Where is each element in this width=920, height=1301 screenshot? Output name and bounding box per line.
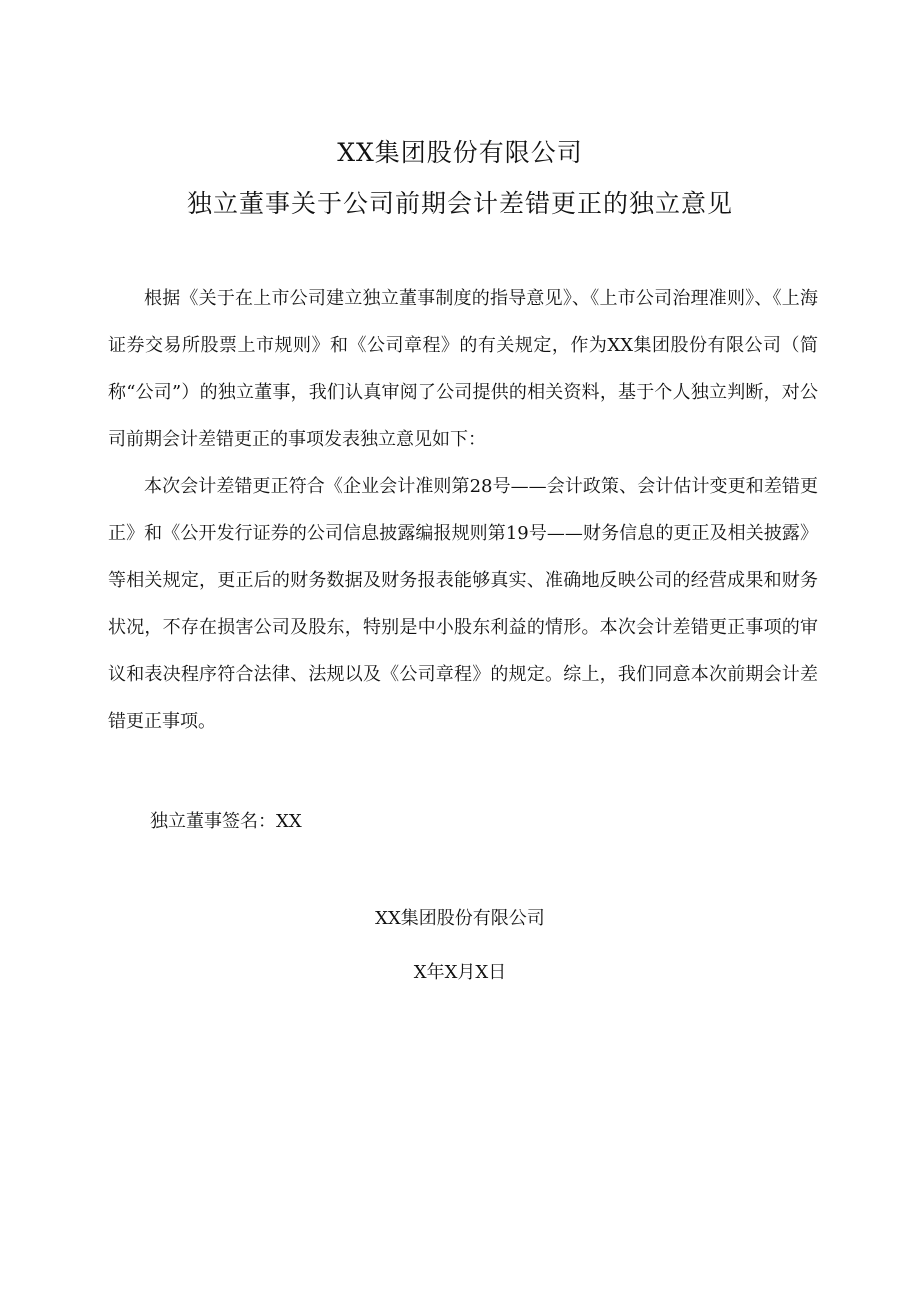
footer-company: XX集团股份有限公司	[375, 908, 545, 929]
signature-line: 独立董事签名：XX	[150, 811, 302, 832]
footer-date: X年X月X日	[413, 962, 507, 983]
body-paragraph-2	[108, 463, 818, 745]
company-title: XX集团股份有限公司	[337, 138, 583, 167]
paragraph-2-text: 本次会计差错更正符合《企业会计准则第28号——会计政策、会计估计变更和差错更正》和《公开发行证券的公司信息披露编报规则第19号——财务信息的更正及相关披露》等相关规定，更正后的财务数据及财务报表能够真实、准确地反映公司的经营成果和财务状况，不存在损害公司及股东，特别是中小股东利益的情形。本次会计差错更正事项的审议和表决程序符合法律、法规以及《公司章程》的规定。综上，我们同意本次前期会计差错更正事项。	[108, 476, 818, 732]
body-paragraph-1	[108, 275, 818, 463]
paragraph-1-text: 根据《关于在上市公司建立独立董事制度的指导意见》、《上市公司治理准则》、《上海证券交易所股票上市规则》和《公司章程》的有关规定，作为XX集团股份有限公司（简称“公司”）的独立董事，我们认真审阅了公司提供的相关资料，基于个人独立判断，对公司前期会计差错更正的事项发表独立意见如下：	[108, 288, 818, 450]
document-title: 独立董事关于公司前期会计差错更正的独立意见	[186, 189, 733, 218]
